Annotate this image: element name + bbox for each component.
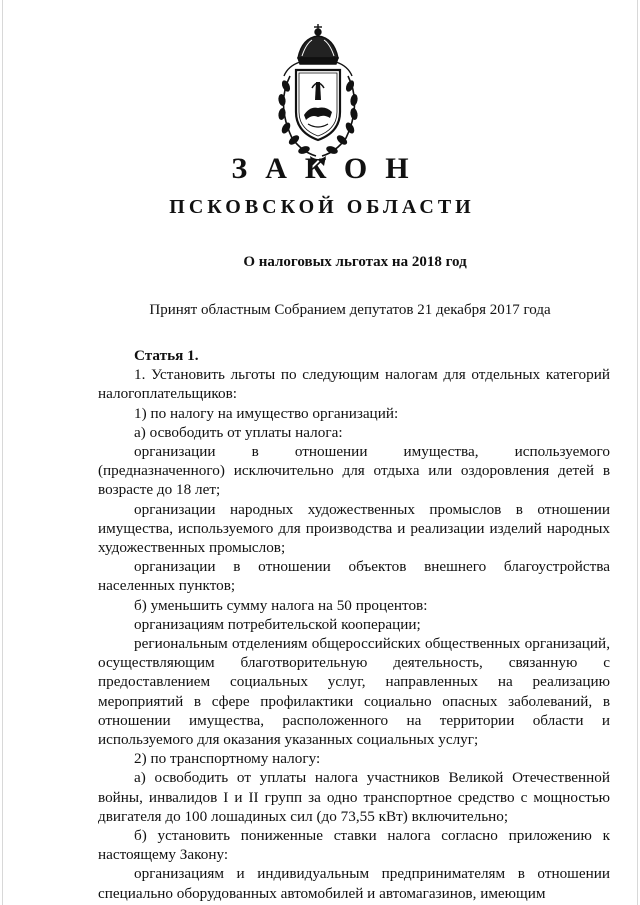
law-subject: О налоговых льготах на 2018 год bbox=[243, 254, 467, 270]
paragraph: организации в отношении объектов внешнего благоустройства населенных пунктов; bbox=[98, 558, 610, 595]
law-title: ЗАКОН bbox=[231, 152, 427, 185]
paragraph: региональным отделениям общероссийских общественных организаций, осуществляющим благотворительную деятельность, связанную с предоставлением социальных услуг, направленных на реализацию мероприятий в сфере профилактики социально опасных заболеваний, в отношении имущества, расположенного на территории области и используемого для оказания указанных социальных услуг; bbox=[98, 635, 610, 749]
scan-edge-left bbox=[2, 0, 3, 905]
paragraph: а) освободить от уплаты налога: bbox=[134, 423, 343, 441]
region-title: ПСКОВСКОЙ ОБЛАСТИ bbox=[169, 196, 475, 218]
paragraph: б) установить пониженные ставки налога согласно приложению к настоящему Закону: bbox=[98, 827, 610, 864]
article-body bbox=[98, 346, 610, 903]
coat-of-arms-icon bbox=[262, 20, 374, 170]
paragraph: 2) по транспортному налогу: bbox=[134, 750, 321, 768]
paragraph: 1) по налогу на имущество организаций: bbox=[134, 404, 399, 422]
paragraph: организациям и индивидуальным предпринимателям в отношении специально оборудованных автомобилей и автомагазинов, имеющим bbox=[98, 865, 610, 902]
adoption-note: Принят областным Собранием депутатов 21 декабря 2017 года bbox=[149, 302, 551, 318]
paragraph: организациям потребительской кооперации; bbox=[134, 615, 421, 633]
scan-edge-right bbox=[637, 0, 638, 905]
paragraph: организации в отношении имущества, используемого (предназначенного) исключительно для отдыха или оздоровления детей в возрасте до 18 лет; bbox=[98, 443, 610, 499]
paragraph: а) освободить от уплаты налога участников Великой Отечественной войны, инвалидов I и II групп за одно транспортное средство с мощностью двигателя до 100 лошадиных сил (до 73,55 кВт) включительно; bbox=[98, 769, 610, 825]
article-heading: Статья 1. bbox=[134, 347, 199, 364]
paragraph: б) уменьшить сумму налога на 50 процентов: bbox=[134, 596, 428, 614]
paragraph: организации народных художественных промыслов в отношении имущества, используемого для производства и реализации изделий народных художественных промыслов; bbox=[98, 500, 610, 557]
paragraph: 1. Установить льготы по следующим налогам для отдельных категорий налогоплательщиков: bbox=[98, 366, 610, 403]
